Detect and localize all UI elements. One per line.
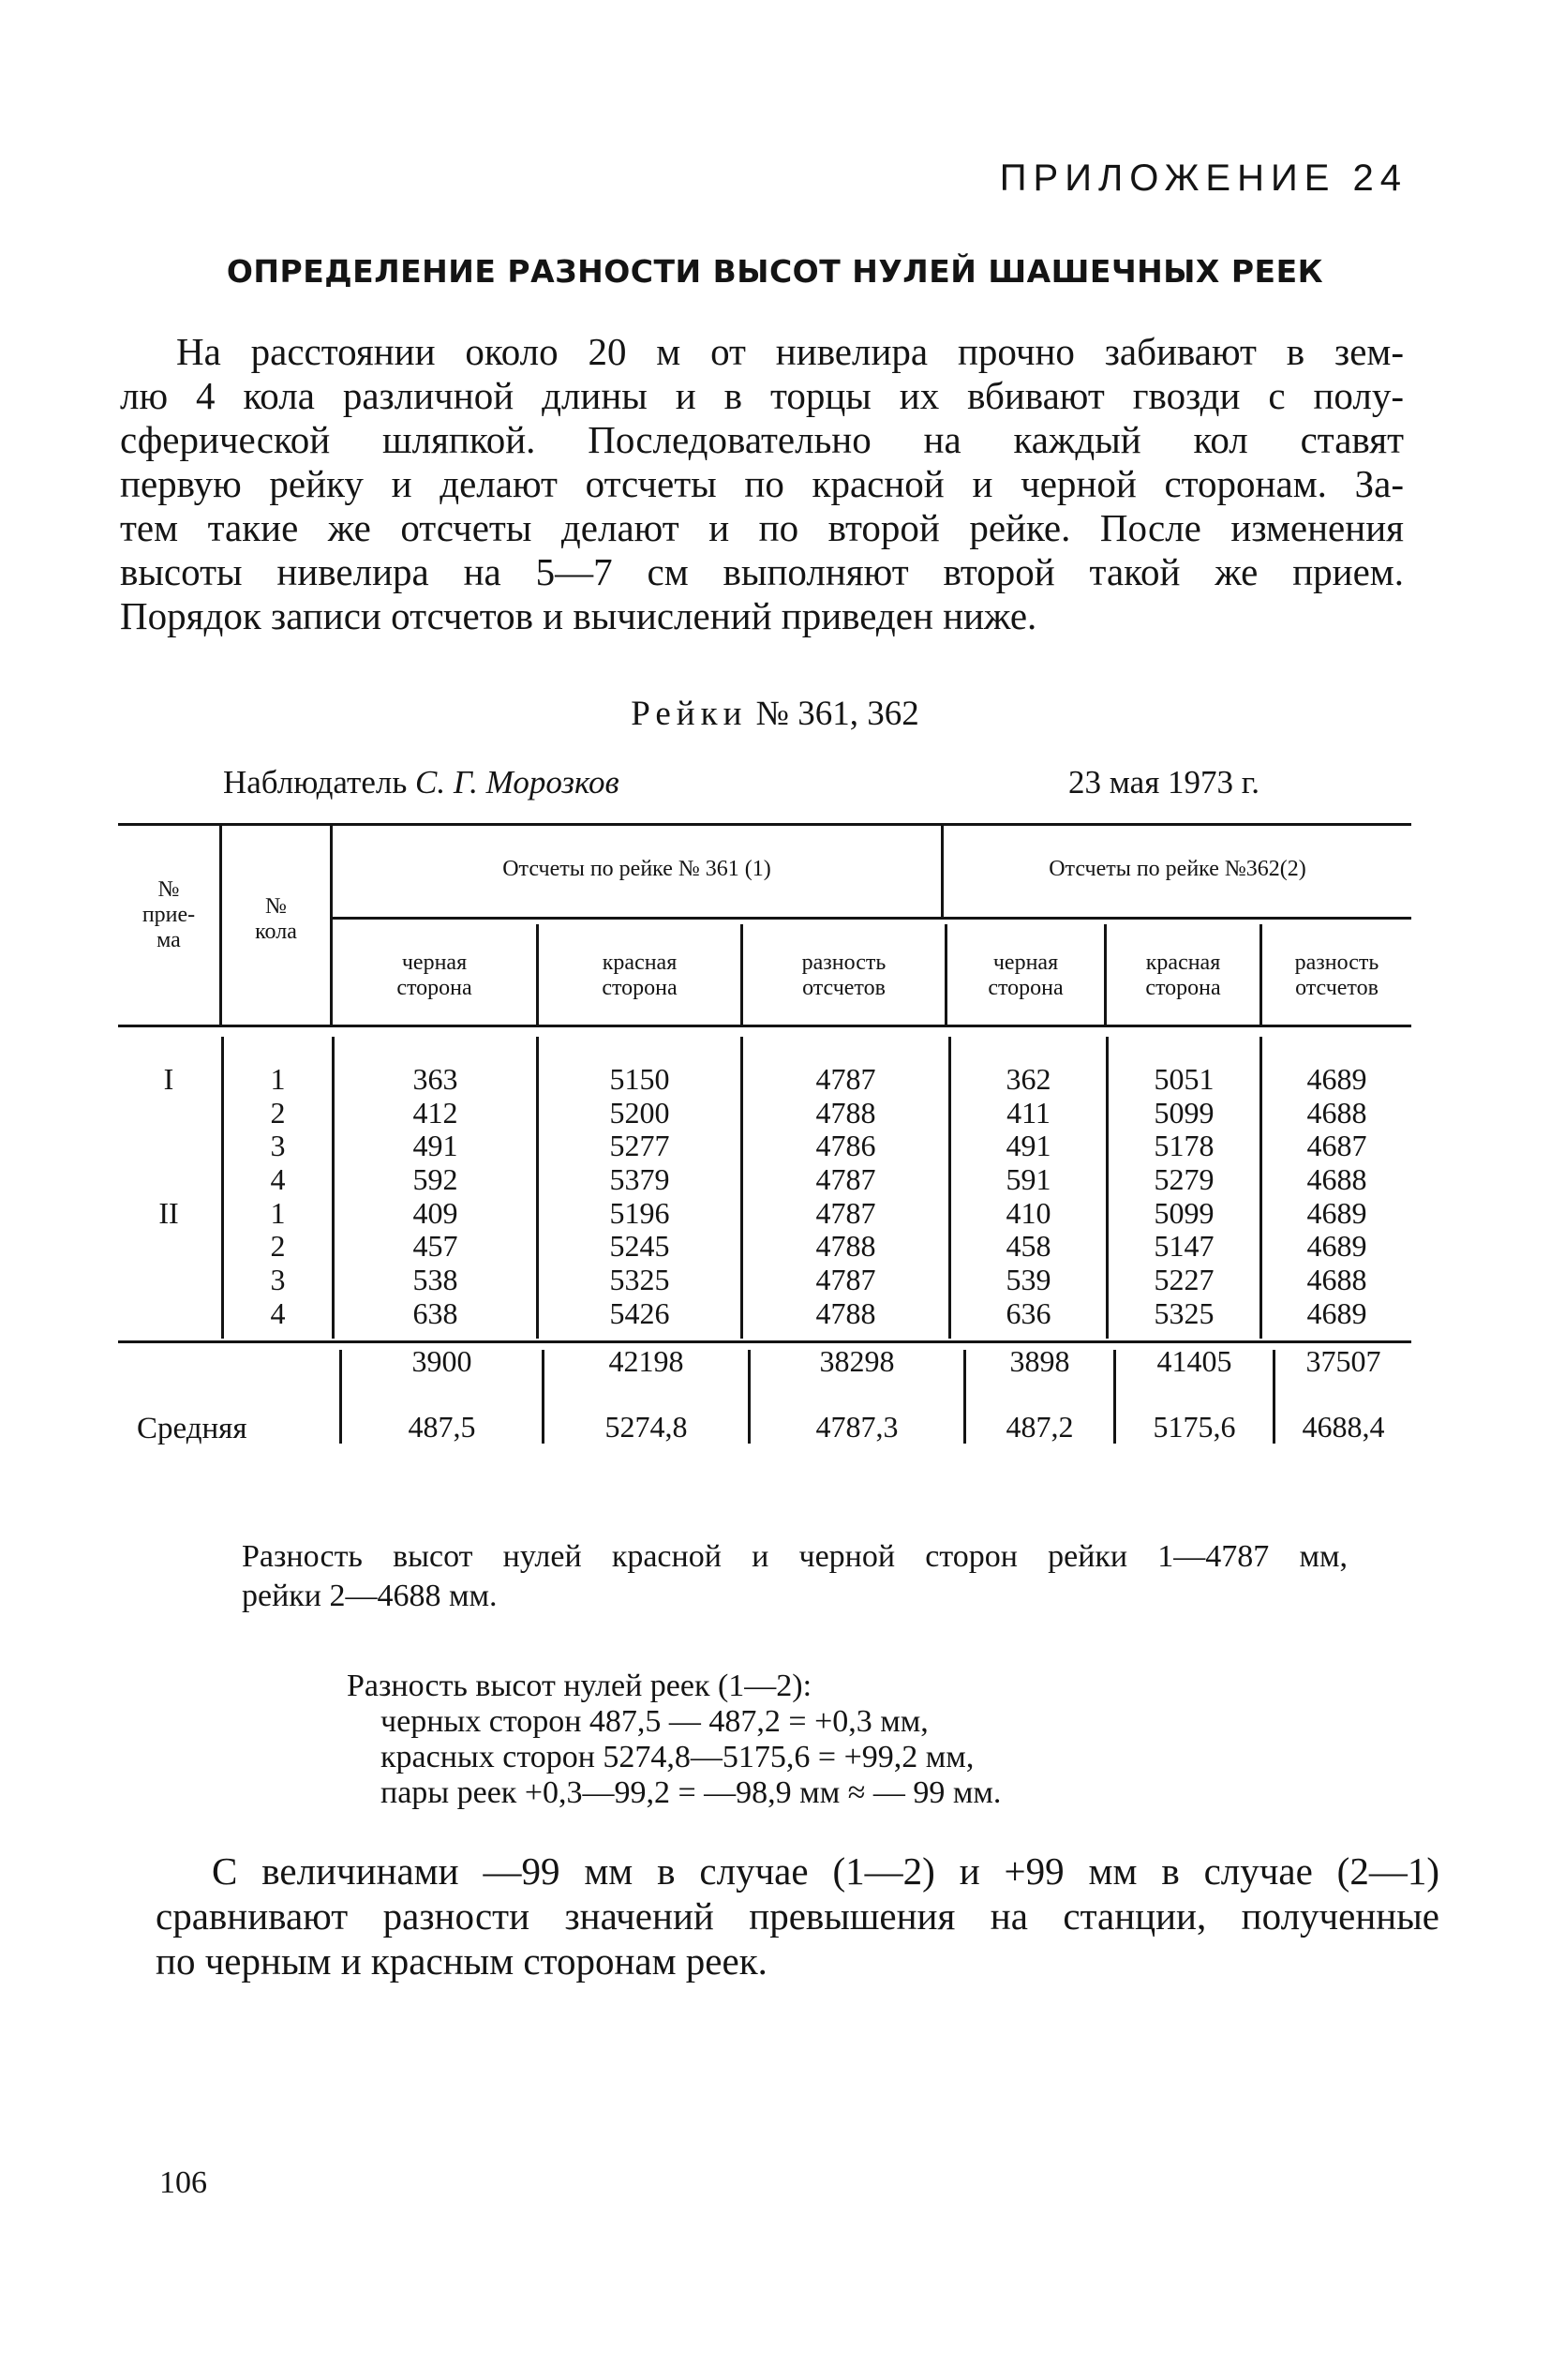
intro-line: тем такие же отсчеты делают и по второй рейке. После изменения bbox=[120, 506, 1404, 549]
table-cell: 4787 bbox=[815, 1062, 876, 1096]
mean-cell: 4787,3 bbox=[815, 1410, 899, 1444]
table-cell bbox=[118, 1264, 219, 1297]
table-cell: II bbox=[158, 1195, 179, 1230]
rail2-diff-column bbox=[1262, 1063, 1411, 1331]
rail1-red-column bbox=[539, 1063, 740, 1331]
rails-numbers: № 361, 362 bbox=[755, 695, 919, 733]
table-cell: 4787 bbox=[815, 1263, 876, 1297]
closing-line: С величинами —99 мм в случае (1—2) и +99 мм в случае (2—1) bbox=[212, 1849, 1439, 1893]
table-cell: 491 bbox=[412, 1129, 458, 1163]
table-cell: 5196 bbox=[609, 1195, 670, 1230]
rails-label: Рейки bbox=[631, 695, 748, 733]
closing-paragraph bbox=[156, 1849, 1439, 1983]
table-cell: 5099 bbox=[1154, 1095, 1215, 1130]
header-black-side: черная сторона bbox=[396, 951, 472, 1000]
intro-line: высоты нивелира на 5—7 см выполняют второй такой же прием. bbox=[120, 550, 1404, 593]
table-cell: 4689 bbox=[1306, 1062, 1367, 1096]
table-cell: 4788 bbox=[815, 1229, 876, 1264]
table-cell: 5426 bbox=[609, 1295, 670, 1330]
mean-cell: 5175,6 bbox=[1153, 1410, 1236, 1444]
header-red-side: красная сторона bbox=[602, 951, 678, 1000]
rail2-red-column bbox=[1109, 1063, 1259, 1331]
sum-cell: 38298 bbox=[819, 1344, 895, 1378]
table-cell: 638 bbox=[412, 1295, 458, 1330]
sum-cell: 3898 bbox=[1009, 1344, 1070, 1378]
reception-column bbox=[118, 1063, 219, 1331]
table-cell bbox=[118, 1297, 219, 1331]
table-cell: 491 bbox=[1006, 1129, 1051, 1163]
closing-line: по черным и красным сторонам реек. bbox=[156, 1939, 768, 1983]
header-rail-361: Отсчеты по рейке № 361 (1) bbox=[502, 857, 771, 881]
table-cell bbox=[118, 1097, 219, 1130]
table-cell: 5150 bbox=[609, 1062, 670, 1096]
closing-line: сравнивают разности значений превышения на станции, полученные bbox=[156, 1894, 1439, 1938]
table-cell: 4687 bbox=[1306, 1129, 1367, 1163]
table-cell: 412 bbox=[412, 1095, 458, 1130]
table-cell: 1 bbox=[270, 1195, 286, 1230]
readings-table bbox=[118, 823, 1411, 1460]
mean-cell: 487,2 bbox=[1006, 1410, 1074, 1444]
table-cell: 5099 bbox=[1154, 1195, 1215, 1230]
table-cell: 4786 bbox=[815, 1129, 876, 1163]
sum-cell: 3900 bbox=[411, 1344, 472, 1378]
table-cell: 591 bbox=[1006, 1162, 1051, 1197]
observation-date: 23 мая 1973 г. bbox=[1068, 764, 1259, 801]
rail1-black-column bbox=[335, 1063, 536, 1331]
table-cell: 4688 bbox=[1306, 1263, 1367, 1297]
calc-line: пары реек +0,3—99,2 = —98,9 мм ≈ — 99 мм. bbox=[380, 1775, 1002, 1810]
table-cell: 592 bbox=[412, 1162, 458, 1197]
table-cell: 409 bbox=[412, 1195, 458, 1230]
table-cell: 4688 bbox=[1306, 1162, 1367, 1197]
intro-line: сферической шляпкой. Последовательно на каждый кол ставят bbox=[120, 418, 1404, 461]
header-rail-362: Отсчеты по рейке №362(2) bbox=[1049, 857, 1306, 881]
table-cell: 410 bbox=[1006, 1195, 1051, 1230]
mean-row-label: Средняя bbox=[137, 1412, 247, 1445]
table-cell: 5379 bbox=[609, 1162, 670, 1197]
stake-column bbox=[224, 1063, 332, 1331]
table-cell: 5277 bbox=[609, 1129, 670, 1163]
table-cell: 539 bbox=[1006, 1263, 1051, 1297]
table-cell: 4787 bbox=[815, 1195, 876, 1230]
table-cell: 4689 bbox=[1306, 1229, 1367, 1264]
header-red-side: красная сторона bbox=[1145, 951, 1221, 1000]
table-cell: 363 bbox=[412, 1062, 458, 1096]
table-cell: 636 bbox=[1006, 1295, 1051, 1330]
rail-pair-calculation bbox=[347, 1669, 1001, 1811]
table-cell: 3 bbox=[270, 1263, 286, 1297]
page-number: 106 bbox=[159, 2165, 207, 2200]
table-cell bbox=[118, 1163, 219, 1197]
table-cell: 5227 bbox=[1154, 1263, 1215, 1297]
table-cell: 3 bbox=[270, 1129, 286, 1163]
intro-line: Порядок записи отсчетов и вычислений приведен ниже. bbox=[120, 594, 1037, 637]
table-cell: 4688 bbox=[1306, 1095, 1367, 1130]
section-title: ОПРЕДЕЛЕНИЕ РАЗНОСТИ ВЫСОТ НУЛЕЙ ШАШЕЧНЫХ РЕЕК bbox=[226, 253, 1324, 290]
table-cell: 2 bbox=[270, 1095, 286, 1130]
table-cell: 5279 bbox=[1154, 1162, 1215, 1197]
table-cell: 4689 bbox=[1306, 1295, 1367, 1330]
table-cell: 411 bbox=[1006, 1095, 1051, 1130]
table-cell bbox=[118, 1130, 219, 1163]
header-group-rule bbox=[332, 917, 1411, 920]
table-cell: 5200 bbox=[609, 1095, 670, 1130]
sum-cell: 37507 bbox=[1305, 1344, 1381, 1378]
observer-name: С. Г. Морозков bbox=[415, 764, 619, 801]
rails-caption bbox=[0, 694, 1550, 734]
header-difference: разность отсчетов bbox=[801, 951, 887, 1000]
table-cell: 4 bbox=[270, 1295, 286, 1330]
table-cell: 362 bbox=[1006, 1062, 1051, 1096]
table-cell bbox=[118, 1230, 219, 1264]
appendix-number: ПРИЛОЖЕНИЕ 24 bbox=[999, 157, 1408, 199]
note-line: рейки 2—4688 мм. bbox=[242, 1579, 498, 1613]
table-cell: 5325 bbox=[609, 1263, 670, 1297]
table-cell: 1 bbox=[270, 1062, 286, 1096]
mean-cell: 5274,8 bbox=[604, 1410, 688, 1444]
zero-difference-note bbox=[242, 1537, 1348, 1616]
table-cell: 4787 bbox=[815, 1162, 876, 1197]
intro-paragraph bbox=[120, 330, 1404, 638]
table-cell: 4788 bbox=[815, 1095, 876, 1130]
calc-line: красных сторон 5274,8—5175,6 = +99,2 мм, bbox=[380, 1740, 975, 1774]
sum-cell: 41405 bbox=[1156, 1344, 1232, 1378]
table-cell: 457 bbox=[412, 1229, 458, 1264]
mean-cell: 4688,4 bbox=[1302, 1410, 1385, 1444]
calc-line: черных сторон 487,5 — 487,2 = +0,3 мм, bbox=[380, 1704, 929, 1739]
intro-line: На расстоянии около 20 м от нивелира прочно забивают в зем- bbox=[176, 330, 1404, 373]
totals-rule bbox=[118, 1340, 1411, 1343]
sum-cell: 42198 bbox=[608, 1344, 684, 1378]
table-cell: 458 bbox=[1006, 1229, 1051, 1264]
table-cell: 4788 bbox=[815, 1295, 876, 1330]
table-top-rule bbox=[118, 823, 1411, 826]
table-cell: 5147 bbox=[1154, 1229, 1215, 1264]
table-cell: 4 bbox=[270, 1162, 286, 1197]
table-cell: 5051 bbox=[1154, 1062, 1215, 1096]
table-cell: I bbox=[163, 1062, 174, 1096]
mean-cell: 487,5 bbox=[408, 1410, 476, 1444]
header-stake-number: № кола bbox=[255, 894, 297, 944]
table-cell: 538 bbox=[412, 1263, 458, 1297]
note-line: Разность высот нулей красной и черной сторон рейки 1—4787 мм, bbox=[242, 1539, 1348, 1574]
table-cell: 5325 bbox=[1154, 1295, 1215, 1330]
intro-line: первую рейку и делают отсчеты по красной и черной сторонам. За- bbox=[120, 462, 1404, 505]
observer-line bbox=[223, 764, 619, 801]
table-cell: 5245 bbox=[609, 1229, 670, 1264]
table-cell: 2 bbox=[270, 1229, 286, 1264]
header-black-side: черная сторона bbox=[988, 951, 1064, 1000]
table-cell: 5178 bbox=[1154, 1129, 1215, 1163]
intro-line: лю 4 кола различной длины и в торцы их вбивают гвозди с полу- bbox=[120, 374, 1404, 417]
rail1-diff-column bbox=[743, 1063, 948, 1331]
calc-line: Разность высот нулей реек (1—2): bbox=[347, 1669, 812, 1703]
header-reception-number: № прие- ма bbox=[142, 877, 196, 952]
observer-label: Наблюдатель bbox=[223, 764, 408, 801]
table-cell: 4689 bbox=[1306, 1195, 1367, 1230]
header-difference: разность отсчетов bbox=[1294, 951, 1379, 1000]
header-bottom-rule bbox=[118, 1025, 1411, 1027]
rail2-black-column bbox=[951, 1063, 1106, 1331]
